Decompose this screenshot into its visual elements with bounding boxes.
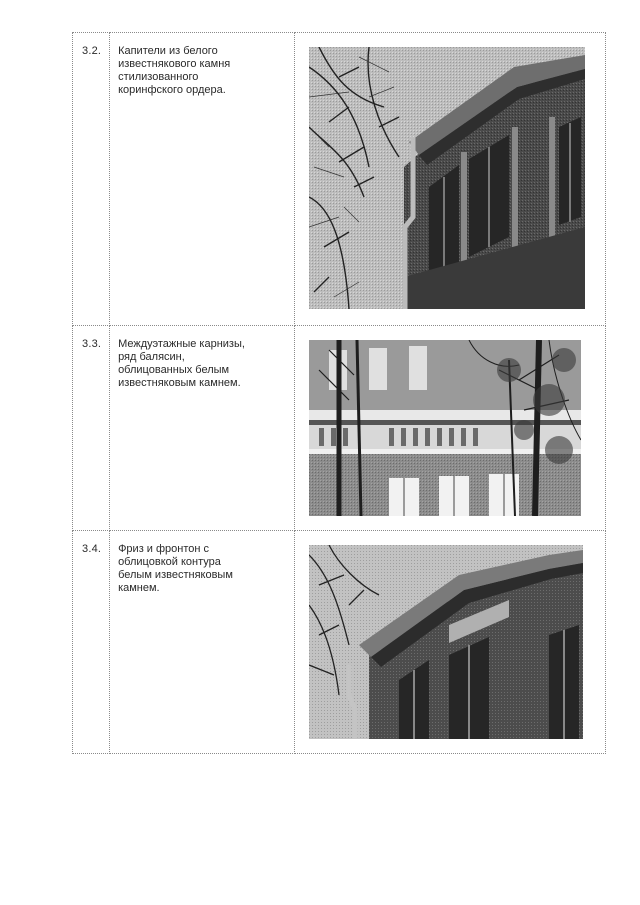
row-description: Междуэтажные карнизы, ряд балясин, облицованных белым известняковым камнем. (118, 338, 245, 389)
row-number: 3.4. (82, 543, 102, 555)
features-table (72, 32, 606, 754)
row-description-cell (110, 326, 295, 531)
row-number-cell (73, 531, 110, 754)
row-photo-cell (295, 531, 606, 754)
row-photo-cell (295, 33, 606, 326)
row-number: 3.3. (82, 338, 102, 350)
row-description: Фриз и фронтон с облицовкой контура белым известняковым камнем. (118, 543, 233, 594)
row-number-cell (73, 326, 110, 531)
building-capitals-photo (309, 47, 585, 309)
table-row (73, 531, 606, 754)
table-row (73, 326, 606, 531)
frieze-pediment-photo (309, 545, 583, 739)
balustrade-cornice-photo (309, 340, 581, 516)
row-description-cell (110, 33, 295, 326)
row-photo-cell (295, 326, 606, 531)
row-number-cell (73, 33, 110, 326)
row-number: 3.2. (82, 45, 102, 57)
row-description-cell (110, 531, 295, 754)
table-row (73, 33, 606, 326)
row-description: Капители из белого известнякового камня стилизованного коринфского ордера. (118, 45, 231, 96)
